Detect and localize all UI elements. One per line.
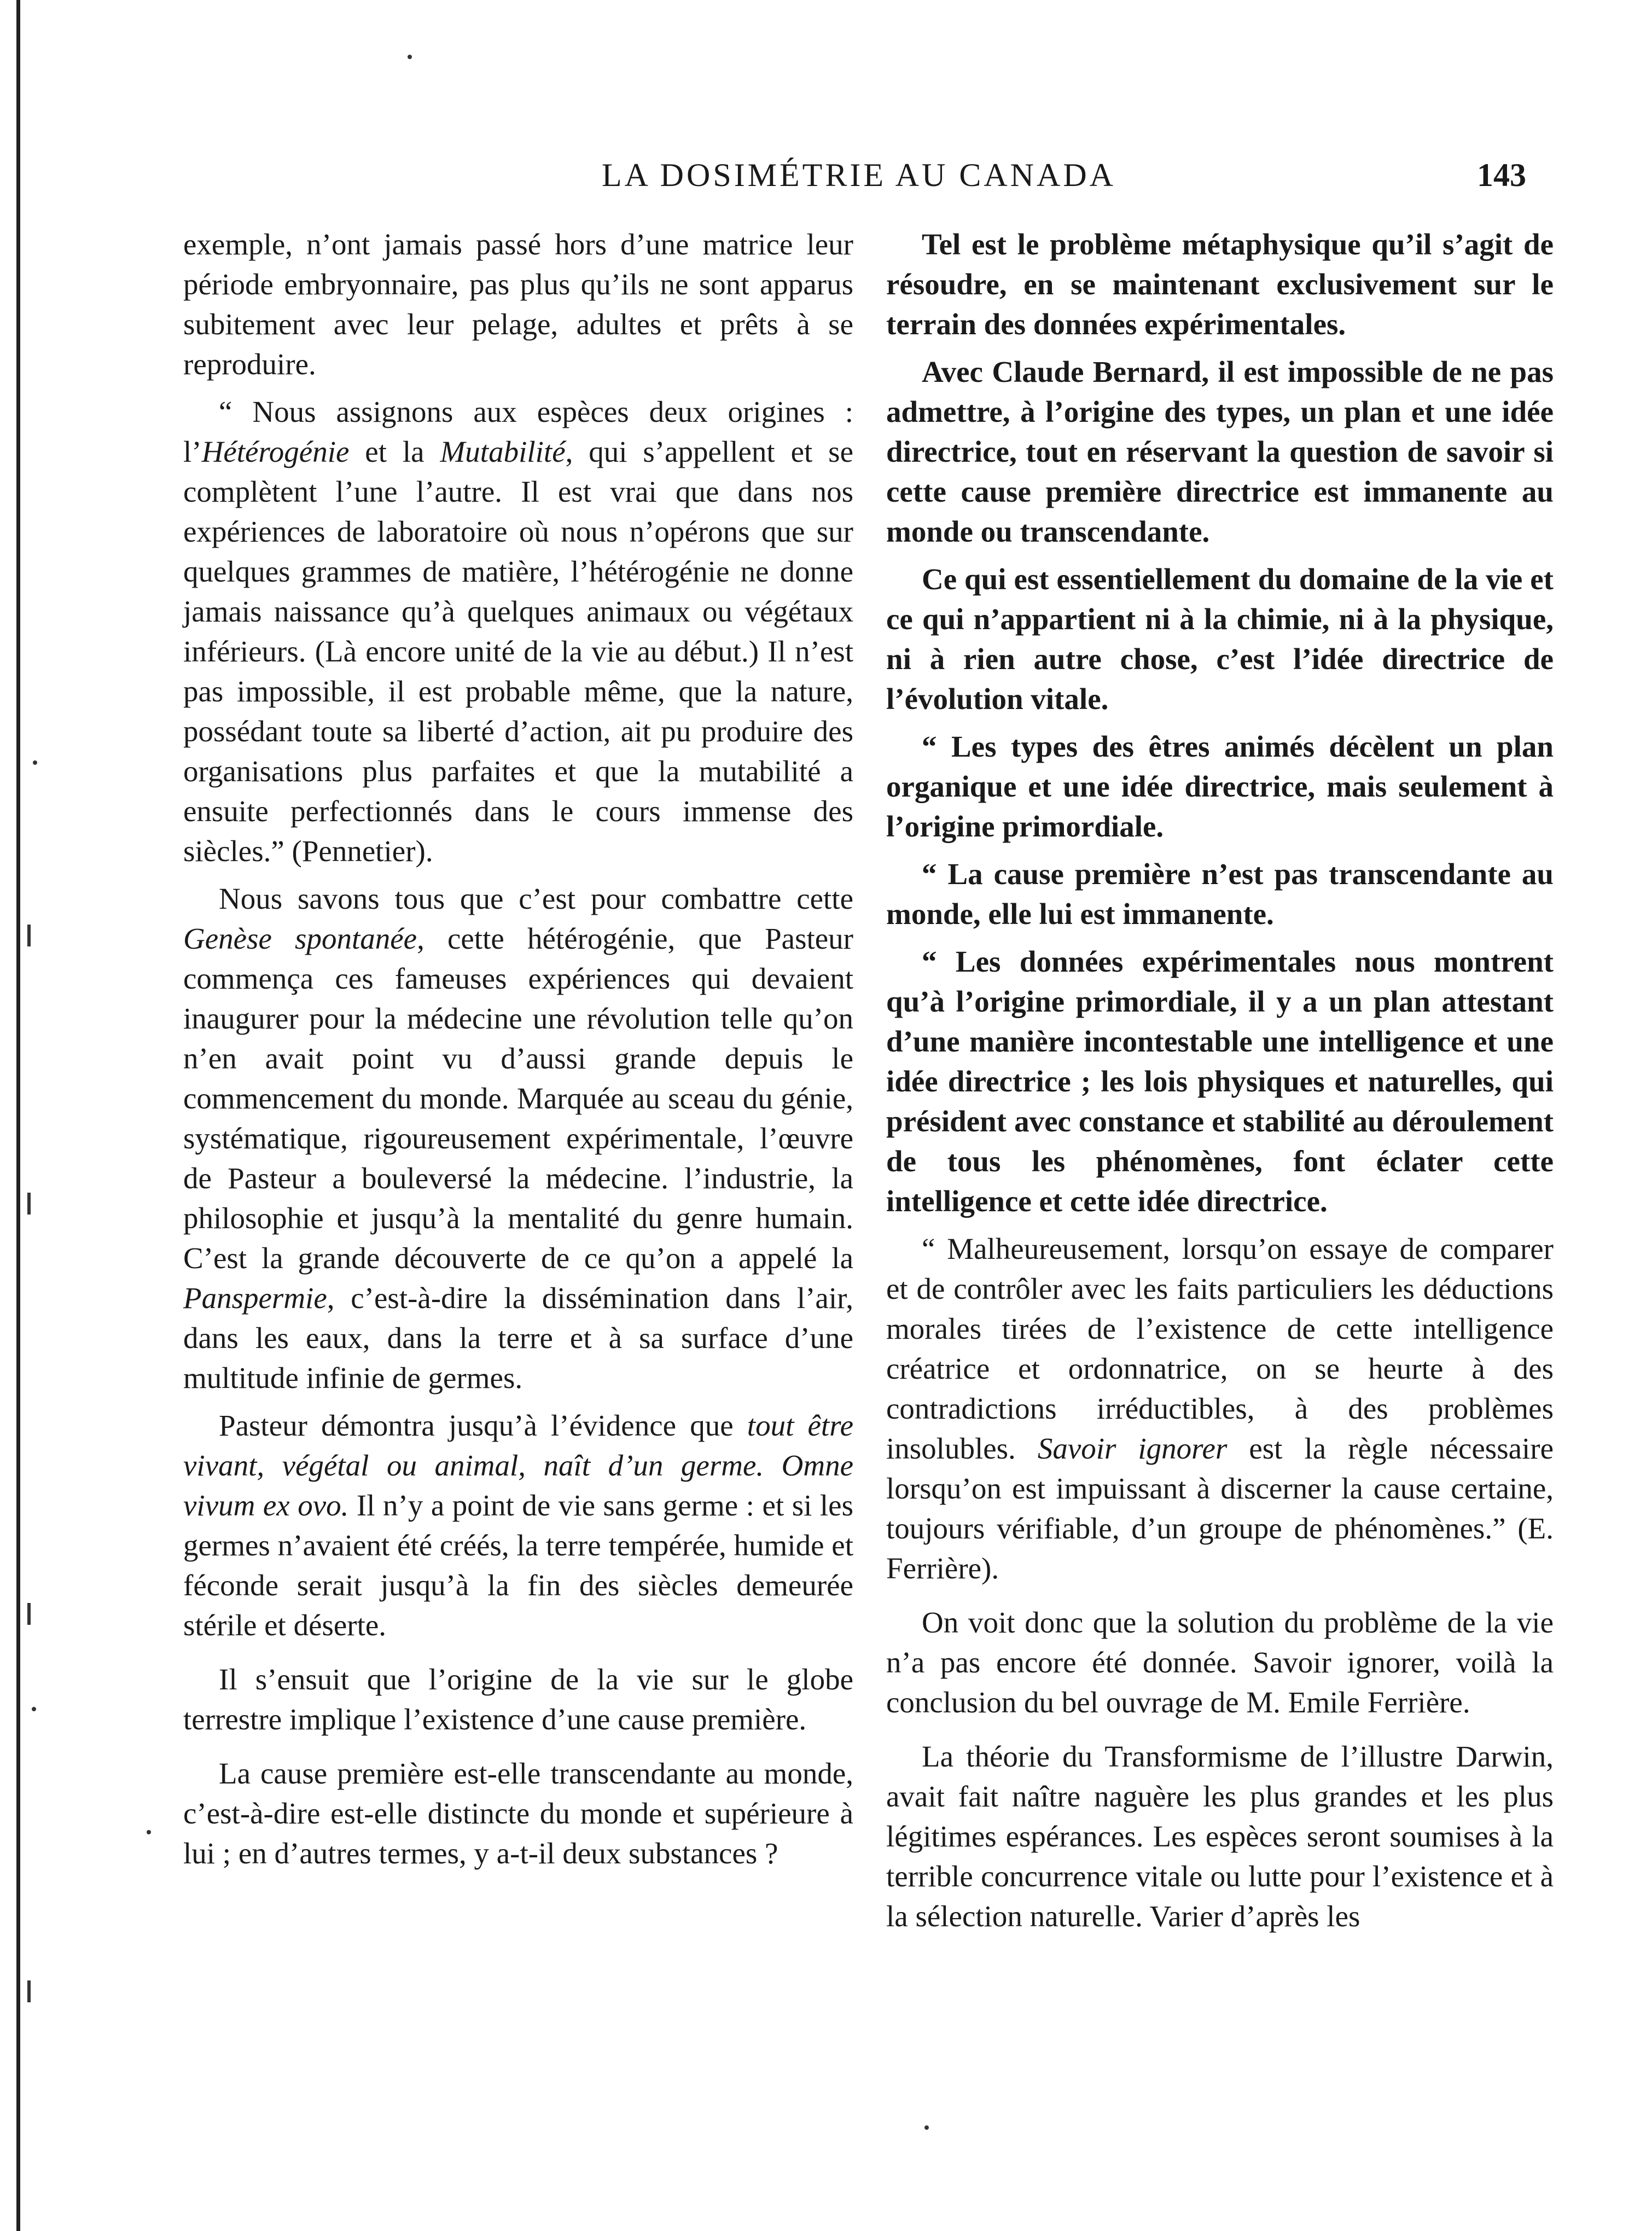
paragraph: “ Les données expérimentales nous montrent qu’à l’origine primordiale, il y a un plan attestant d’une manière incontestable une intelligence et une idée directrice ; les lois physiques et naturelles, qui président avec constance et stabilité au déroulement de tous les phénomènes, font éclater cette intelligence et cette idée directrice.	[886, 945, 1554, 1218]
margin-mark	[27, 925, 31, 946]
paragraph: La cause première est-elle transcendante au monde, c’est-à-dire est-elle distincte du monde et supérieure à lui ; en d’autres termes, y a-t-il deux substances ?	[183, 1757, 853, 1870]
margin-mark	[27, 1980, 31, 2002]
paragraph: La théorie du Transformisme de l’illustre Darwin, avait fait naître naguère les plus grandes et les plus légitimes espérances. Les espèces seront soumises à la terrible concurrence vitale ou lutte pour l’existence et à la sélection naturelle. Varier d’après les	[886, 1740, 1554, 1933]
paragraph	[183, 1405, 853, 1645]
paragraph: Ce qui est essentiellement du domaine de la vie et ce qui n’appartient ni à la chimie, ni à la physique, ni à rien autre chose, c’est l’idée directrice de l’évolution vitale.	[886, 562, 1554, 716]
text-run: , cette hétérogénie, que Pasteur commença ces fameuses expériences qui devaient inaugurer pour la médecine une révolution telle qu’on n’en avait point vu d’aussi grande depuis le commencement du monde. Marquée au sceau du génie, systématique, rigoureusement expérimentale, l’œuvre de Pasteur a bouleversé la médecine. l’industrie, la philosophie et jusqu’à la mentalité du genre humain. C’est la grande découverte de ce qu’on a appelé la	[183, 922, 853, 1275]
text-run: , qui s’appellent et se complètent l’une l’autre. Il est vrai que dans nos expériences de laboratoire où nous n’opérons que sur quelques grammes de matière, l’hétérogénie ne donne jamais naissance qu’à quelques animaux ou végétaux inférieurs. (Là encore unité de la vie au début.) Il n’est pas impossible, il est probable même, que la nature, possédant toute sa liberté d’action, ait pu produire des organisations plus parfaites et que la mutabilité a ensuite perfectionnés dans le cours immense des siècles.” (Pennetier).	[183, 435, 853, 868]
page-number: 143	[1477, 157, 1526, 193]
page-binding-edge	[16, 0, 20, 2231]
italic-term: Savoir ignorer	[1037, 1432, 1228, 1465]
text-run: est la règle nécessaire lorsqu’on est impuissant à discerner la cause certaine, toujours vérifiable, d’un groupe de phénomènes.” (E. Ferrière).	[886, 1432, 1554, 1585]
italic-term: Genèse spontanée	[183, 922, 417, 955]
text-run: Nous savons tous que c’est pour combattre cette	[219, 882, 853, 915]
paragraph	[183, 392, 853, 871]
margin-mark	[27, 1603, 31, 1625]
right-column	[886, 224, 1554, 1944]
paragraph	[886, 1229, 1554, 1588]
text-run: “ Malheureusement, lorsqu’on essaye de comparer et de contrôler avec les faits particuliers les déductions morales tirées de l’existence de cette intelligence créatrice et ordonnatrice, on se heurte à des contradictions irréductibles, à des problèmes insolubles.	[886, 1232, 1554, 1465]
text-run: “ Nous assignons aux espèces deux origines : l’	[183, 395, 853, 468]
scan-speck	[924, 2125, 929, 2130]
text-run: Pasteur démontra jusqu’à l’évidence que	[219, 1409, 747, 1442]
scan-speck	[408, 55, 412, 59]
margin-mark	[27, 1193, 31, 1215]
paragraph: On voit donc que la solution du problème de la vie n’a pas encore été donnée. Savoir ignorer, voilà la conclusion du bel ouvrage de M. Emile Ferrière.	[886, 1606, 1554, 1719]
scan-speck	[33, 760, 37, 765]
italic-term: Panspermie	[183, 1281, 327, 1315]
paragraph: “ La cause première n’est pas transcendante au monde, elle lui est immanente.	[886, 857, 1554, 931]
text-run: Il n’y a point de vie sans germe : et si les germes n’avaient été créés, la terre tempérée, humide et féconde serait jusqu’à la fin des siècles demeurée stérile et déserte.	[183, 1489, 853, 1642]
italic-term: tout être vivant, végétal ou animal, naît d’un germe. Omne vivum ex ovo.	[183, 1409, 853, 1522]
left-column	[183, 224, 853, 1881]
paragraph: exemple, n’ont jamais passé hors d’une matrice leur période embryonnaire, pas plus qu’ils ne sont apparus subitement avec leur pelage, adultes et prêts à se reproduire.	[183, 228, 853, 381]
paragraph: “ Les types des êtres animés décèlent un plan organique et une idée directrice, mais seulement à l’origine primordiale.	[886, 730, 1554, 843]
running-title: LA DOSIMÉTRIE AU CANADA	[602, 157, 1116, 193]
text-run: et la	[349, 435, 440, 468]
text-run: , c’est-à-dire la dissémination dans l’air, dans les eaux, dans la terre et à sa surface d’une multitude infinie de germes.	[183, 1281, 853, 1395]
paragraph: Tel est le problème métaphysique qu’il s’agit de résoudre, en se maintenant exclusivement sur le terrain des données expérimentales.	[886, 228, 1554, 341]
paragraph: Il s’ensuit que l’origine de la vie sur le globe terrestre implique l’existence d’une cause première.	[183, 1663, 853, 1736]
italic-term: Hétérogénie	[201, 435, 350, 468]
italic-term: Mutabilité	[440, 435, 566, 468]
paragraph	[183, 879, 853, 1398]
paragraph: Avec Claude Bernard, il est impossible de ne pas admettre, à l’origine des types, un plan et une idée directrice, tout en réservant la question de savoir si cette cause première directrice est immanente au monde ou transcendante.	[886, 355, 1554, 548]
scan-speck	[32, 1707, 36, 1711]
scan-speck	[147, 1830, 151, 1834]
